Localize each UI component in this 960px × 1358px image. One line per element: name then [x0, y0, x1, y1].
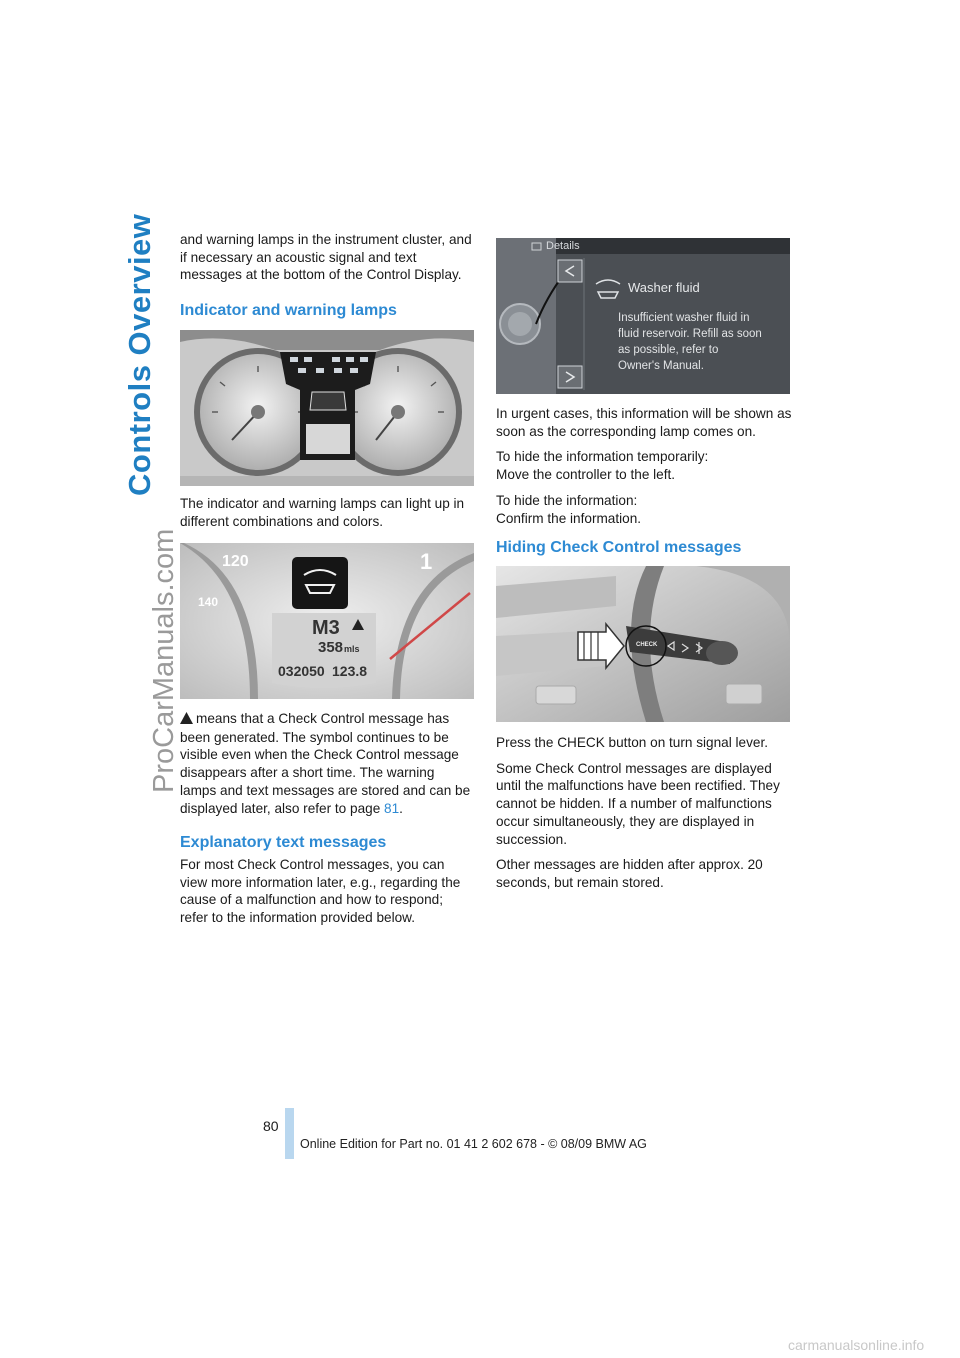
- footer-bar: [285, 1108, 294, 1159]
- speed-120-label: 120: [222, 553, 249, 570]
- heading-explanatory-messages: Explanatory text messages: [180, 834, 387, 851]
- hide-paragraph: To hide the information: Confirm the information.: [496, 492, 642, 526]
- heading-indicator-lamps: Indicator and warning lamps: [180, 302, 397, 319]
- warning-triangle-icon: [352, 619, 364, 630]
- gear-display: M3: [312, 617, 340, 639]
- some-messages-paragraph: Some Check Control messages are displayed until the malfunctions have been rectified. They cannot be hidden. If a number of malfunctions occur simultaneously, they are displayed in succession.: [496, 760, 780, 847]
- explanatory-paragraph: For most Check Control messages, you can view more information later, e.g., regarding the cause of a malfunction and how to respond; refer to the information provided below.: [180, 857, 461, 926]
- heading-hiding-messages: Hiding Check Control messages: [496, 539, 742, 556]
- range-value: 358: [318, 639, 344, 656]
- details-menu-title: Details: [546, 240, 580, 252]
- page-81-link[interactable]: 81: [384, 800, 400, 816]
- hide-temporarily-paragraph: To hide the information temporarily: Move the controller to the left.: [496, 449, 709, 483]
- odometer-display: 032050: [278, 663, 325, 679]
- sidebar-watermark: ProCarManuals.com: [148, 528, 180, 793]
- urgent-paragraph: In urgent cases, this information will be shown as soon as the corresponding lamp comes on.: [496, 406, 792, 439]
- trip-display: 123.8: [332, 663, 368, 679]
- instrument-cluster-figure: [180, 330, 474, 486]
- lamps-paragraph: The indicator and warning lamps can light up in different combinations and colors.: [180, 496, 465, 529]
- other-messages-paragraph: Other messages are hidden after approx. 20 seconds, but remain stored.: [496, 857, 763, 890]
- control-display-figure: [496, 238, 790, 394]
- washer-fluid-title: Washer fluid: [628, 280, 700, 295]
- check-button[interactable]: CHECK: [636, 642, 658, 648]
- range-unit: mls: [344, 644, 360, 654]
- edition-footer: Online Edition for Part no. 01 41 2 602 678 - © 08/09 BMW AG: [300, 1137, 647, 1151]
- speed-140-label: 140: [198, 595, 219, 609]
- page-number: 80: [263, 1118, 279, 1134]
- bottom-watermark: carmanualsonline.info: [788, 1337, 925, 1353]
- left-column: [180, 231, 474, 292]
- range-display: [318, 639, 360, 656]
- warning-paragraph: means that a Check Control message has been generated. The symbol continues to be visible even when the Check Control message disappears after a short time. The warning lamps and text messages are stored and can be displayed later, also refer to page 81.: [180, 711, 471, 816]
- intro-paragraph: and warning lamps in the instrument cluster, and if necessary an acoustic signal and text messages at the bottom of the Control Display.: [180, 232, 472, 283]
- section-title: Controls Overview: [122, 213, 157, 496]
- warning-triangle-icon: [180, 711, 193, 729]
- check-button-paragraph: Press the CHECK button on turn signal lever.: [496, 735, 769, 750]
- rpm-1-label: 1: [420, 549, 433, 574]
- cluster-detail-figure: [180, 543, 474, 699]
- turn-signal-lever-figure: [496, 566, 790, 722]
- washer-fluid-message: Insufficient washer fluid in fluid reservoir. Refill as soon as possible, refer to Owner's Manual.: [618, 312, 762, 372]
